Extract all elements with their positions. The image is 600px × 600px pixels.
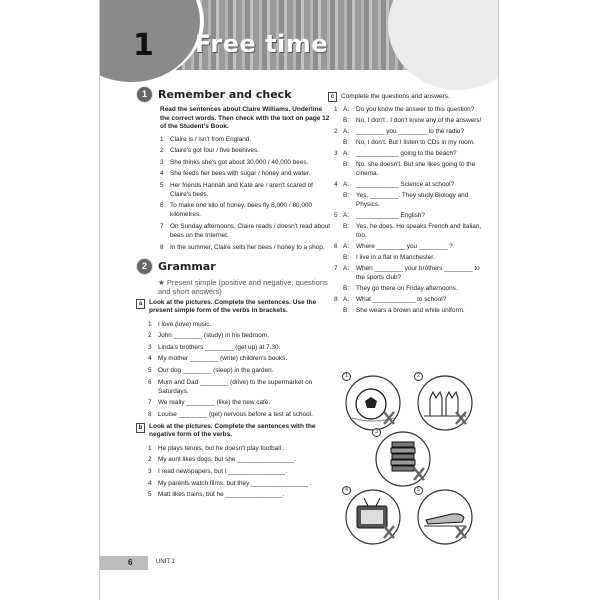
list-item: 3 She thinks she's got about 30,000 / 40,000 bees.	[160, 158, 309, 166]
exercise-c-instructions: Complete the questions and answers.	[341, 93, 450, 100]
exercise-a-list	[148, 320, 331, 419]
list-item: 8 In the summer, Claire sells her bees / honey to a shop.	[160, 243, 325, 251]
list-item: 4 My mother ________ (write) children's books.	[148, 355, 288, 363]
section-1-header	[136, 86, 331, 103]
section-2-header	[136, 258, 331, 275]
right-column	[328, 92, 488, 317]
picture-2	[416, 374, 470, 428]
list-item: 1 Claire is / isn't from England.	[160, 135, 252, 143]
list-item: 2 Claire's got four / five beehives.	[160, 147, 259, 155]
cats-icon	[416, 374, 474, 432]
exercise-b-instructions: Look at the pictures. Complete the sentences with the negative form of the verbs.	[149, 422, 316, 439]
exercise-a-header	[136, 299, 331, 316]
star-icon: ★	[158, 277, 167, 287]
newspapers-icon	[374, 430, 432, 488]
list-item: 1 I love (love) music.	[148, 320, 212, 328]
picture-number: 1	[342, 372, 351, 381]
qa-pair: 8 A: What ____________ to school? B: She wears a brown and white uniform.	[334, 296, 465, 314]
page-footer	[100, 556, 498, 576]
train-icon	[416, 488, 474, 546]
exercise-c-list	[334, 105, 488, 315]
header-banner	[100, 0, 498, 70]
list-item: 5 Our dog ________ (sleep) in the garden.	[148, 367, 274, 375]
exercise-b-list	[148, 444, 331, 499]
exercise-label: a	[136, 299, 145, 309]
list-item: 2 John ________ (study) in his bedroom.	[148, 332, 269, 340]
list-item: 7 On Sunday afternoons, Claire reads / doesn't read about bees on the Internet.	[160, 223, 331, 240]
section-number: 2	[136, 258, 153, 275]
list-item: 6 To make one kilo of honey, bees fly 8,000 / 80,000 kilometres.	[160, 202, 312, 219]
picture-5	[416, 488, 470, 542]
section-1-list	[160, 135, 331, 252]
section-number: 1	[136, 86, 153, 103]
section-title: Grammar	[158, 259, 216, 273]
list-item: 3 Linda's brothers ________ (get up) at 7.30.	[148, 343, 281, 351]
exercise-b-header	[136, 423, 331, 440]
list-item: 4 She feeds her bees with sugar / honey and water.	[160, 170, 311, 178]
left-column	[136, 86, 331, 502]
section-2-subtitle: ★ Present simple (positive and negative; questions and short answers)	[158, 277, 328, 296]
list-item: 2 My aunt likes dogs, but she ________________.	[148, 456, 296, 464]
picture-3	[374, 430, 428, 484]
unit-title: Free time	[195, 30, 329, 58]
section-1-instructions: Read the sentences about Claire Williams. Underline the correct words. Then check with the text on page 12 of the Student's Book.	[160, 106, 330, 130]
workbook-page	[100, 0, 498, 600]
tv-icon	[344, 488, 402, 546]
qa-pair: 5 A: ____________ English? B: Yes, he does. He speaks French and Italian, too.	[334, 212, 482, 239]
exercise-a-instructions: Look at the pictures. Complete the sentences. Use the present simple form of the verbs in brackets.	[149, 298, 317, 315]
picture-number: 4	[342, 486, 351, 495]
page-number: 6	[128, 558, 133, 567]
qa-pair: 2 A: ________ you ________ to the radio? B: No, I don't. But I listen to CDs in my room.	[334, 128, 475, 146]
section-title: Remember and check	[158, 88, 292, 101]
unit-number: 1	[133, 28, 154, 63]
picture-number: 2	[414, 372, 423, 381]
football-icon	[344, 374, 402, 432]
list-item: 1 He plays tennis, but he doesn't play football .	[148, 444, 285, 452]
picture-number: 3	[372, 428, 381, 437]
list-item: 5 Matt likes trains, but he ________________.	[148, 491, 285, 499]
list-item: 4 My parents watch films, but they ________________ .	[148, 479, 312, 487]
qa-pair: 7 A: When ________ your brothers ________ to the sports club? B: They go there on Friday afternoons.	[334, 265, 480, 292]
qa-pair: 1 A: Do you know the answer to this question? B: No, I don't . I don't know any of the answers!	[334, 106, 482, 124]
qa-pair: 6 A: Where ________ you ________ ? B: I live in a flat in Manchester.	[334, 243, 453, 261]
exercise-label: c	[328, 92, 337, 102]
qa-pair: 4 A: ____________ Science at school? B: Yes, ________. They study Biology and Physics.	[334, 181, 469, 208]
exercise-c-header	[328, 92, 488, 102]
exercise-label: b	[136, 423, 145, 433]
picture-1	[344, 374, 398, 428]
list-item: 8 Louise ________ (get) nervous before a test at school.	[148, 410, 313, 418]
list-item: 5 Her friends Hannah and Kate are / aren't scared of Claire's bees.	[160, 181, 313, 198]
banner-curve	[388, 0, 498, 90]
page-number-box	[100, 556, 148, 570]
picture-4	[344, 488, 398, 542]
list-item: 6 Mum and Dad ________ (drive) to the supermarket on Saturdays.	[148, 378, 313, 395]
picture-number: 5	[414, 486, 423, 495]
list-item: 3 I read newspapers, but I ________________.	[148, 468, 287, 475]
footer-unit-label: UNIT 1	[156, 559, 175, 565]
qa-pair: 3 A: ____________ going to the beach? B: No, she doesn't. But she likes going to the cinema.	[334, 150, 476, 177]
list-item: 7 We really ________ (like) the new café.	[148, 399, 271, 407]
